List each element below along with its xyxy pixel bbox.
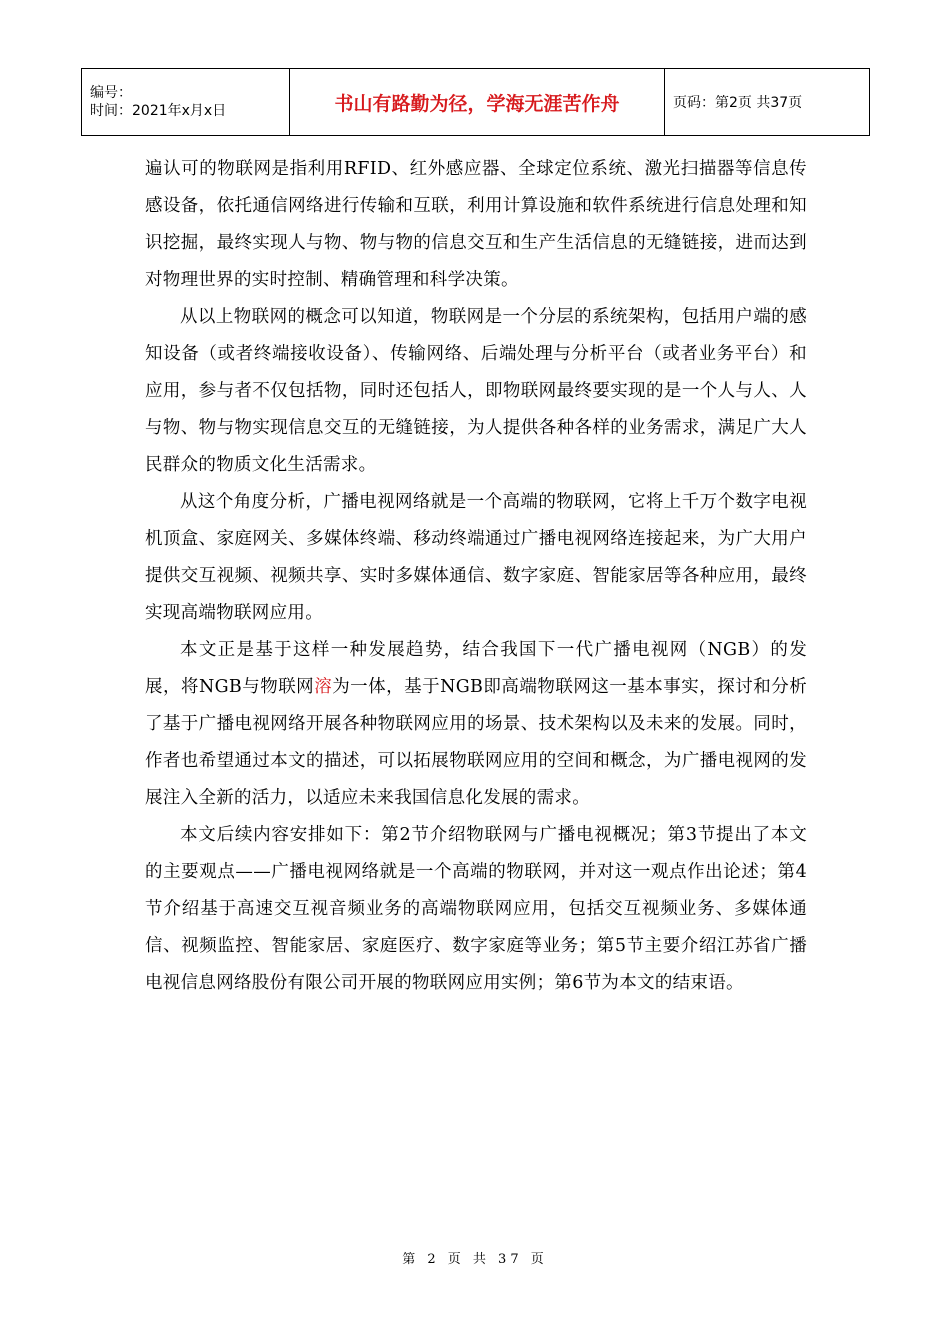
paragraph-3: 从这个角度分析，广播电视网络就是一个高端的物联网，它将上千万个数字电视机顶盒、家庭网关、多媒体终端、移动终端通过广播电视网络连接起来，为广大用户提供交互视频、视频共享、实时多媒体通信、数字家庭、智能家居等各种应用，最终实现高端物联网应用。: [145, 492, 807, 623]
page-footer: 第 2 页 共 37 页: [402, 1252, 548, 1267]
document-code-label: 编号：: [90, 85, 132, 101]
document-time-label: 时间：2021年x月x日: [90, 103, 227, 119]
paragraph-4-before: 本文正是基于这样一种发展趋势，结合我国下一代广播电视网（NGB）的发展，将NGB与物联网: [145, 640, 807, 697]
header-motto: 书山有路勤为径，学海无涯苦作舟: [290, 69, 665, 136]
paragraph-4: [145, 632, 807, 817]
document-body: [145, 151, 807, 1002]
highlighted-character: 溶: [314, 677, 333, 697]
paragraph-2: 从以上物联网的概念可以知道，物联网是一个分层的系统架构，包括用户端的感知设备（或者终端接收设备）、传输网络、后端处理与分析平台（或者业务平台）和应用，参与者不仅包括物，同时还包括人，即物联网最终要实现的是一个人与人、人与物、物与物实现信息交互的无缝链接，为人提供各种各样的业务需求，满足广大人民群众的物质文化生活需求。: [145, 307, 807, 475]
paragraph-1: 遍认可的物联网是指利用RFID、红外感应器、全球定位系统、激光扫描器等信息传感设备，依托通信网络进行传输和互联，利用计算设施和软件系统进行信息处理和知识挖掘，最终实现人与物、物与物的信息交互和生产生活信息的无缝链接，进而达到对物理世界的实时控制、精确管理和科学决策。: [145, 159, 807, 290]
header-page-label: 页码：第2页 共37页: [665, 69, 870, 136]
header-table: [81, 68, 870, 136]
paragraph-5: 本文后续内容安排如下：第2节介绍物联网与广播电视概况；第3节提出了本文的主要观点——广播电视网络就是一个高端的物联网，并对这一观点作出论述；第4节介绍基于高速交互视音频业务的高端物联网应用，包括交互视频业务、多媒体通信、视频监控、智能家居、家庭医疗、数字家庭等业务；第5节主要介绍江苏省广播电视信息网络股份有限公司开展的物联网应用实例；第6节为本文的结束语。: [145, 825, 807, 993]
paragraph-4-after: 为一体，基于NGB即高端物联网这一基本事实，探讨和分析了基于广播电视网络开展各种物联网应用的场景、技术架构以及未来的发展。同时，作者也希望通过本文的描述，可以拓展物联网应用的空间和概念，为广播电视网的发展注入全新的活力，以适应未来我国信息化发展的需求。: [145, 677, 808, 808]
header-info-cell: [82, 69, 290, 136]
